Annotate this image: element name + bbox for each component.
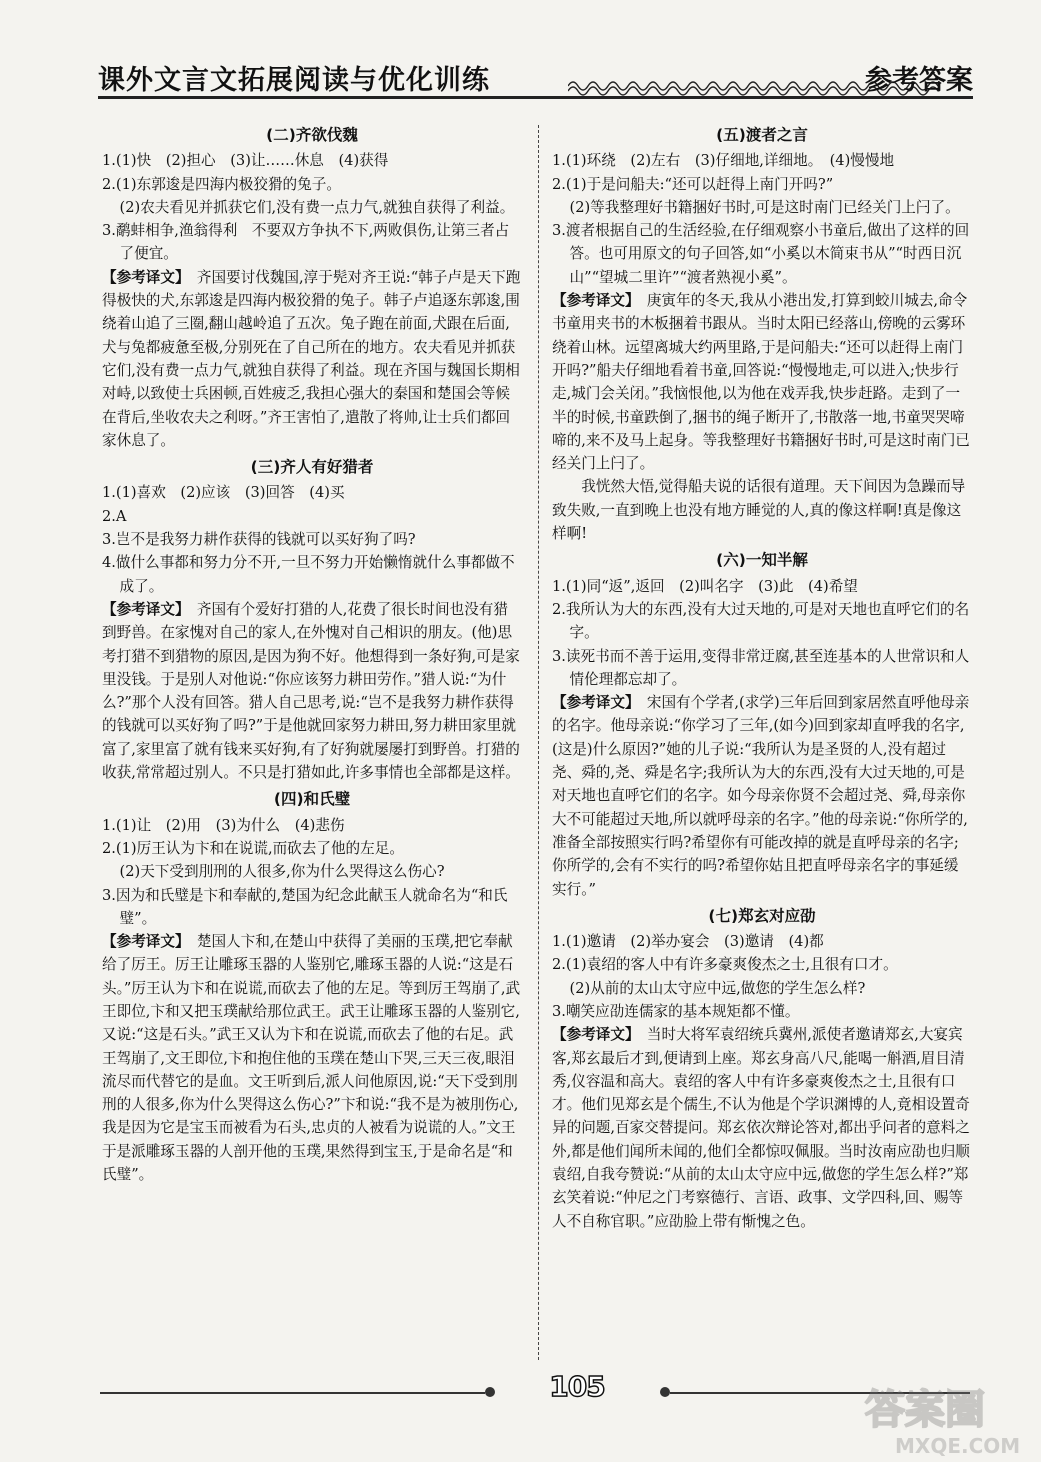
answer-line: 1.(1)快 (2)担心 (3)让……休息 (4)获得 bbox=[102, 152, 389, 170]
section-title: (三)齐人有好猎者 bbox=[250, 458, 374, 477]
answer-line: 1.(1)同“返”,返回 (2)叫名字 (3)此 (4)希望 bbox=[552, 577, 858, 595]
page-number: 105 bbox=[549, 1370, 605, 1403]
paragraph: 我恍然大悟,觉得船夫说的话很有道理。天下间因为急躁而导致失败,一直到晚上也没有地方睡觉的人,真的像这样啊!真是像这样啊! bbox=[552, 478, 966, 543]
answer-line: 4.做什么事都和努力分不开,一旦不努力开始懒惰就什么事都做不成了。 bbox=[102, 554, 515, 595]
page-footer bbox=[100, 1370, 970, 1410]
translation-text: 齐国要讨伐魏国,淳于髡对齐王说:“韩子卢是天下跑得极快的犬,东郭逡是四海内极狡猾的兔子。韩子卢追逐东郭逡,围绕着山追了三圈,翻山越岭追了五次。兔子跑在前面,犬跟在后面,犬与兔都疲惫至极,分别死在了自己所在的地方。农夫看见并抓获它们,没有费一点力气,就独自获得了利益。现在齐国与魏国长期相对峙,以致使士兵困顿,百姓疲乏,我担心强大的秦国和楚国会等候在背后,坐收农夫之利呀。”齐王害怕了,遣散了将帅,让士兵们都回家休息了。 bbox=[102, 268, 521, 449]
section-title: (七)郑玄对应劭 bbox=[708, 906, 816, 925]
reference-translation bbox=[102, 930, 522, 1186]
translation-label: 【参考译文】 bbox=[102, 268, 183, 286]
translation-text: 楚国人卞和,在楚山中获得了美丽的玉璞,把它奉献给了厉王。厉王让雕琢玉器的人鉴别它,雕琢玉器的人说:“这是石头。”厉王认为卞和在说谎,而砍去了他的左足。等到厉王驾崩了,武王即位,卞和又把玉璞献给那位武王。武王让雕琢玉器的人鉴别它,又说:“这是石头。”武王又认为卞和在说谎,而砍去了他的右足。武王驾崩了,文王即位,卞和抱住他的玉璞在楚山下哭,三天三夜,眼泪流尽而代替它的是血。文王听到后,派人问他原因,说:“天下受到刖刑的人很多,你为什么哭得这么伤心?”卞和说:“我不是为被刖伤心,我是因为它是宝玉而被看为石头,忠贞的人被看为说谎的人。”文王于是派雕琢玉器的人剖开他的玉璞,果然得到宝玉,于是命名是“和氏璧”。 bbox=[102, 933, 521, 1184]
translation-label: 【参考译文】 bbox=[552, 1026, 633, 1044]
answer-line: (2)农夫看见并抓获它们,没有费一点力气,就独自获得了利益。 bbox=[119, 198, 515, 216]
watermark-logo bbox=[855, 1378, 1030, 1458]
answer-line: 3.读死书而不善于运用,变得非常迂腐,甚至连基本的人世常识和人情伦理都忘却了。 bbox=[552, 647, 970, 688]
answer-line: 2.(1)于是问船夫:“还可以赶得上南门开吗?” bbox=[552, 175, 834, 193]
answer-line: 2.(1)东郭逡是四海内极狡猾的兔子。 bbox=[102, 175, 341, 193]
answer-line: 3.渡者根据自己的生活经验,在仔细观察小书童后,做出了这样的回答。也可用原文的句子回答,如“小奚以木简束书从”“时西日沉山”“望城二里许”“渡者熟视小奚”。 bbox=[552, 222, 970, 286]
answer-line: 2.(1)厉王认为卞和在说谎,而砍去了他的左足。 bbox=[102, 839, 404, 857]
section-title: (六)一知半解 bbox=[716, 551, 808, 570]
translation-label: 【参考译文】 bbox=[552, 694, 633, 712]
reference-translation bbox=[552, 289, 972, 475]
watermark-text: 答案圈 bbox=[865, 1387, 985, 1433]
answer-line: 1.(1)喜欢 (2)应该 (3)回答 (4)买 bbox=[102, 484, 345, 502]
translation-label: 【参考译文】 bbox=[102, 600, 183, 618]
answer-line: 2.A bbox=[102, 507, 127, 525]
translation-label: 【参考译文】 bbox=[102, 933, 183, 951]
footer-dot-left bbox=[485, 1387, 495, 1397]
right-column bbox=[552, 120, 972, 1233]
answer-line: 1.(1)环绕 (2)左右 (3)仔细地,详细地。 (4)慢慢地 bbox=[552, 152, 895, 170]
answer-line: 3.鹬蚌相争,渔翁得利 不要双方争执不下,两败俱伤,让第三者占了便宜。 bbox=[102, 222, 510, 263]
footer-line-left bbox=[100, 1392, 485, 1394]
page-header bbox=[98, 56, 973, 100]
translation-text: 宋国有个学者,(求学)三年后回到家居然直呼他母亲的名字。他母亲说:“你学习了三年,(如今)回到家却直呼我的名字,(这是)什么原因?”她的儿子说:“我所认为是圣贤的人,没有超过尧、舜的,尧、舜是名字;我所认为大的东西,没有大过天地的,可是对天地也直呼它们的名字。如今母亲你贤不会超过尧、舜,母亲你大不可能超过天地,所以就呼母亲的名字。”他的母亲说:“你所学的,准备全部按照实行吗?希望你有可能改掉的就是直呼母亲的名字;你所学的,会有不实行的吗?希望你姑且把直呼母亲名字的事延缓实行。” bbox=[552, 694, 970, 898]
answer-line: (2)天下受到刖刑的人很多,你为什么哭得这么伤心? bbox=[119, 863, 445, 881]
answer-line: 1.(1)邀请 (2)举办宴会 (3)邀请 (4)都 bbox=[552, 933, 824, 951]
footer-dot-right bbox=[660, 1387, 670, 1397]
reference-translation bbox=[552, 1023, 972, 1233]
translation-text: 当时大将军袁绍统兵冀州,派使者邀请郑玄,大宴宾客,郑玄最后才到,便请到上座。郑玄身高八尺,能喝一斛酒,眉目清秀,仪容温和高大。袁绍的客人中有许多豪爽俊杰之士,且很有口才。他们见郑玄是个儒生,不认为他是个学识渊博的人,竟相设置奇异的问题,百家交替提问。郑玄依次辩论答对,都出乎问者的意料之外,都是他们闻所未闻的,他们全都惊叹佩服。当时汝南应劭也归顺袁绍,自我夸赞说:“从前的太山太守应中远,做您的学生怎么样?”郑玄笑着说:“仲尼之门考察德行、言语、政事、文学四科,回、赐等人不自称官职。”应劭脸上带有惭愧之色。 bbox=[552, 1026, 970, 1230]
header-rule bbox=[98, 96, 973, 99]
reference-translation bbox=[102, 266, 522, 452]
answer-line: 2.(1)袁绍的客人中有许多豪爽俊杰之士,且很有口才。 bbox=[552, 956, 898, 974]
answer-key-label: 参考答案 bbox=[865, 65, 973, 96]
translation-text: 庚寅年的冬天,我从小港出发,打算到蛟川城去,命令书童用夹书的木板捆着书跟从。当时太阳已经落山,傍晚的云雾环绕着山林。远望离城大约两里路,于是问船夫:“还可以赶得上南门开吗?”船夫仔细地看着书童,回答说:“慢慢地走,可以进入;快步行走,城门会关闭。”我恼恨他,以为他在戏弄我,快步赶路。走到了一半的时候,书童跌倒了,捆书的绳子断开了,书散落一地,书童哭哭啼啼的,来不及马上起身。等我整理好书籍捆好书时,可是这时南门已经关门上闩了。 bbox=[552, 292, 970, 473]
answer-line: 1.(1)让 (2)用 (3)为什么 (4)悲伤 bbox=[102, 816, 345, 834]
translation-label: 【参考译文】 bbox=[552, 292, 633, 310]
answer-line: (2)从前的太山太守应中远,做您的学生怎么样? bbox=[569, 979, 866, 997]
section-title: (五)渡者之言 bbox=[716, 126, 808, 144]
answer-line: (2)等我整理好书籍捆好书时,可是这时南门已经关门上闩了。 bbox=[569, 198, 960, 216]
book-title: 课外文言文拓展阅读与优化训练 bbox=[98, 65, 490, 96]
watermark-site: MXQE.COM bbox=[895, 1434, 1021, 1458]
translation-text: 齐国有个爱好打猎的人,花费了很长时间也没有猎到野兽。在家愧对自己的家人,在外愧对自己相识的朋友。(他)思考打猎不到猎物的原因,是因为狗不好。他想得到一条好狗,可是家里没钱。于是别人对他说:“你应该努力耕田劳作。”猎人说:“为什么?”那个人没有回答。猎人自己思考,说:“岂不是我努力耕作获得的钱就可以买好狗了吗?”于是他就回家努力耕田,努力耕田家里就富了,家里富了就有钱来买好狗,有了好狗就屡屡打到野兽。打猎的收获,常常超过别人。不只是打猎如此,许多事情也全部都是这样。 bbox=[102, 600, 520, 782]
answer-line: 3.岂不是我努力耕作获得的钱就可以买好狗了吗? bbox=[102, 531, 416, 549]
answer-line: 3.嘲笑应劭连儒家的基本规矩都不懂。 bbox=[552, 1002, 800, 1020]
section-title: (二)齐欲伐魏 bbox=[266, 126, 358, 144]
reference-translation bbox=[552, 691, 972, 901]
section-title: (四)和氏璧 bbox=[273, 790, 351, 809]
column-divider bbox=[538, 125, 539, 1360]
answer-line: 2.我所认为大的东西,没有大过天地的,可是对天地也直呼它们的名字。 bbox=[552, 600, 970, 642]
reference-translation bbox=[102, 598, 522, 784]
answer-line: 3.因为和氏璧是卞和奉献的,楚国为纪念此献玉人就命名为“和氏璧”。 bbox=[102, 886, 508, 927]
left-column bbox=[102, 120, 522, 1186]
